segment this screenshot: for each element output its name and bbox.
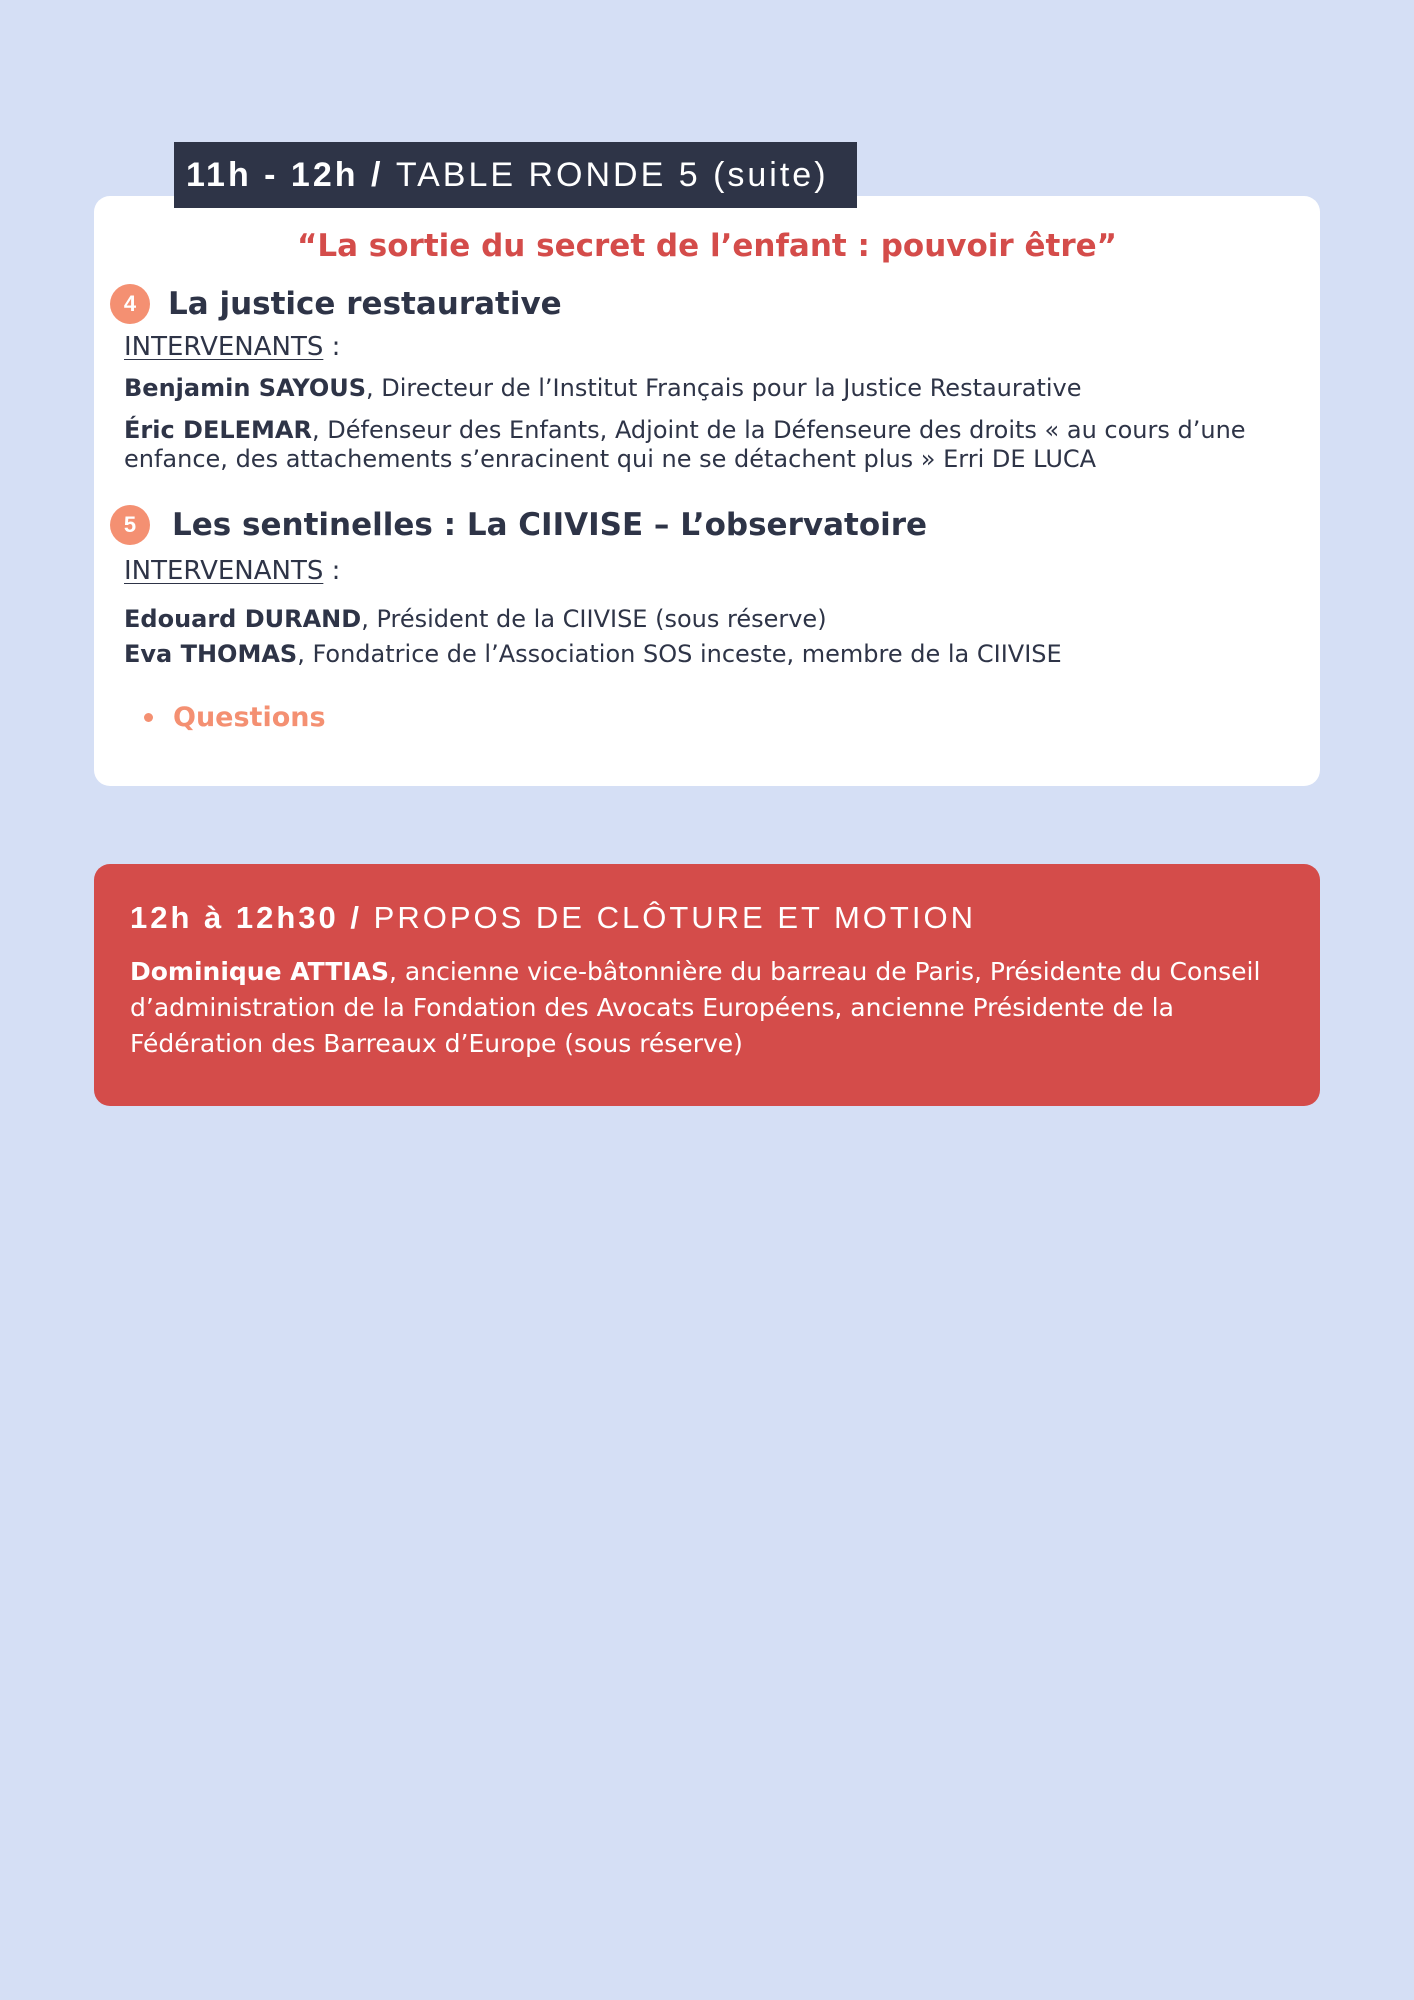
speaker-entry: [124, 374, 1274, 403]
questions-label: Questions: [173, 702, 326, 733]
closing-session-box: [94, 864, 1320, 1106]
session-separator: /: [358, 155, 396, 194]
speakers-label: [124, 556, 340, 586]
closing-speaker-role: , ancienne vice-bâtonnière du barreau de Paris, Présidente du Conseil d’administration de la Fondation des Avocats Européens, ancienne Présidente de la Fédération des Barreaux d’Europe (sous réserve): [130, 957, 1261, 1058]
round-table-subtitle: “La sortie du secret de l’enfant : pouvoir être”: [296, 228, 1118, 264]
speaker-name: Edouard DURAND: [124, 605, 362, 633]
topic-title: Les sentinelles : La CIIVISE – L’observatoire: [172, 507, 928, 543]
topic-title: La justice restaurative: [168, 286, 562, 322]
speakers-label-colon: :: [323, 556, 341, 586]
speaker-name: Eva THOMAS: [124, 640, 298, 668]
closing-title: PROPOS DE CLÔTURE ET MOTION: [373, 900, 976, 935]
speaker-name: Éric DELEMAR: [124, 416, 312, 444]
closing-speaker: [130, 954, 1290, 1062]
speakers-label-text: INTERVENANTS: [124, 332, 324, 362]
speaker-entry: [124, 640, 1274, 669]
speaker-entry: [124, 416, 1274, 474]
speaker-name: Benjamin SAYOUS: [124, 374, 367, 402]
closing-time: 12h à 12h30: [130, 900, 339, 935]
speaker-entry: [124, 605, 1274, 634]
questions-bullet: [144, 702, 326, 733]
session-time: 11h - 12h: [186, 155, 359, 194]
round-table-card: [94, 196, 1320, 786]
speaker-role: , Fondatrice de l’Association SOS inceste, membre de la CIIVISE: [297, 640, 1062, 668]
session-title: TABLE RONDE 5 (suite): [395, 155, 829, 194]
speakers-label: [124, 332, 340, 362]
topic-number-badge: 5: [110, 505, 150, 545]
bullet-dot-icon: [144, 713, 153, 722]
speaker-role: , Directeur de l’Institut Français pour la Justice Restaurative: [366, 374, 1082, 402]
topic-4-heading: [110, 284, 562, 324]
speaker-role: , Président de la CIIVISE (sous réserve): [361, 605, 827, 633]
speaker-role: , Défenseur des Enfants, Adjoint de la Défenseure des droits « au cours d’une enfance, des attachements s’enracinent qui ne se détachent plus » Erri DE LUCA: [124, 416, 1246, 473]
closing-separator: /: [338, 900, 374, 935]
session-header-tab: [174, 142, 857, 208]
topic-5-heading: [110, 505, 927, 545]
speakers-label-colon: :: [323, 332, 341, 362]
closing-speaker-name: Dominique ATTIAS: [130, 957, 390, 986]
speakers-label-text: INTERVENANTS: [124, 556, 324, 586]
closing-heading: [130, 900, 976, 936]
topic-number-badge: 4: [110, 284, 150, 324]
